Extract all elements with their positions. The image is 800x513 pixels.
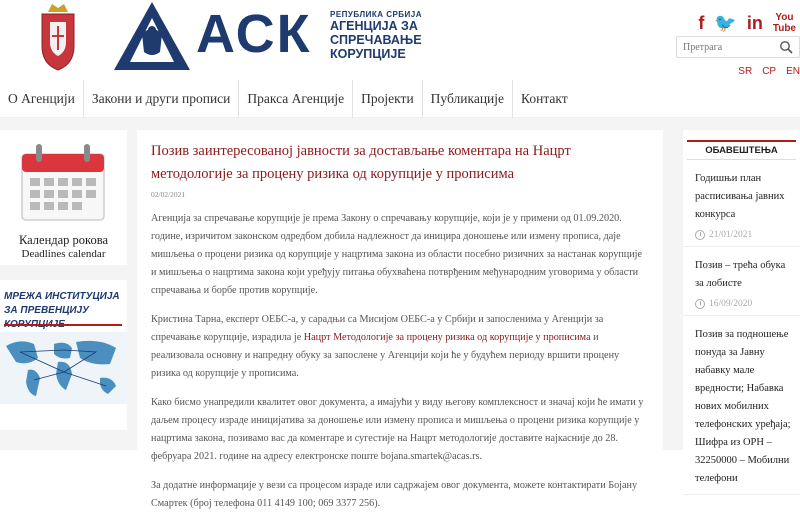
search-icon[interactable] [779,40,793,54]
nav-projects[interactable]: Пројекти [353,80,423,118]
youtube-icon[interactable]: You Tube [772,12,796,34]
logo-line-2: АГЕНЦИЈА ЗА [330,19,418,33]
article-paragraph-4: За додатне информације у вези са процесом израде или садржајем овог документа, можете контактирати Бојану Смартек (број телефона 011 4149 100; 069 3377 256). [151,480,638,509]
notice-item[interactable] [683,316,800,495]
notice-title[interactable]: Позив за подношење понуда за Јавну набавку мале вредности; Набавка нових мобилних телефонских уређаја; Шифра из ОРН – 32250000 – Мобилни телефони [695,329,791,484]
notice-title[interactable]: Позив – трећа обука за лобисте [695,260,786,289]
network-title: МРЕЖА ИНСТИТУЦИЈА ЗА ПРЕВЕНЦИЈУ [4,291,120,316]
clock-icon [695,230,705,240]
calendar-title: Календар рокова [18,233,109,247]
article-paragraph-2 [151,311,649,383]
logo-line-republic: РЕПУБЛИКА СРБИЈА [330,10,423,19]
calendar-icon [20,142,106,222]
nav-publications[interactable]: Публикације [423,80,513,118]
logo-line-4: КОРУПЦИЈЕ [330,47,406,61]
draft-methodology-link[interactable]: Нацрт Методологије за процену ризика од корупције у прописима [303,332,591,343]
logo-acronym: АСК [196,4,312,64]
network-divider [4,324,122,326]
institutions-network-widget[interactable] [0,280,127,430]
nav-laws-regulations[interactable]: Закони и други прописи [84,80,240,118]
lang-sr-link[interactable]: SR [738,66,753,77]
notice-date: 16/09/2020 [709,299,753,309]
nav-contact[interactable]: Контакт [521,90,568,106]
acas-eagle-logo-icon [112,0,192,72]
article-title[interactable]: Позив заинтересованој јавности за достављање коментара на Нацрт методологије за процену ризика од корупције у прописима [151,143,571,182]
linkedin-icon[interactable]: in [746,13,763,33]
clock-icon [695,299,705,309]
left-sidebar [0,130,127,430]
notice-item[interactable] [683,160,800,247]
site-header [0,0,800,80]
paragraph-2-text-after: и реализовала основну и напредну обуку за запослене у Агенцији који ће у будућем периоду вршити процену ризика од корупције у прописима. [151,332,620,379]
main-navigation [0,80,800,118]
notices-sidebar [683,130,800,484]
social-links [698,12,796,34]
serbia-coat-of-arms-icon [36,2,80,72]
notice-title[interactable]: Годишњи план расписивања јавних конкурса [695,173,785,220]
search-input[interactable] [677,38,773,58]
article-content [137,130,663,509]
logo-subtitle [330,10,422,61]
facebook-icon[interactable]: f [698,13,705,33]
notices-heading: ОБАВЕШТЕЊА [687,140,796,160]
logo-line-3: СПРЕЧАВАЊЕ [330,33,422,47]
article-date: 02/02/2021 [151,190,186,199]
world-network-image [0,332,127,404]
notice-date-row [695,230,794,240]
nav-agency-practice[interactable]: Пракса Агенције [239,80,353,118]
twitter-icon[interactable]: 🐦 [714,13,737,33]
nav-about-agency[interactable]: О Агенцији [0,80,84,118]
notice-date-row [695,299,794,309]
article-paragraph-1: Агенција за спречавање корупције је према Закону о спречавању корупције, који је у примени од 01.09.2020. године, изричитом законском одредбом добила надлежност да иницира доношење или измену прописа, даје мишљења о процени ризика од корупције у нацртима закона из области посебно ризичних за настанак корупције и мишљења о нацртима закона који уређују питања обухваћена потврђеним међународним уговорима у области спречавања и борбе против корупције. [151,213,643,296]
paragraph-2-text-before: Кристина Тарна, експерт ОЕБС-а, у сарадњи са Мисијом ОЕБС-а у Србији и запосленима у Агенцији за спречавање корупције, израдила је [151,314,604,343]
calendar-subtitle: Deadlines calendar [21,248,106,260]
language-switcher [738,66,800,77]
search-box [676,36,800,58]
article-paragraph-3: Како бисмо унапредили квалитет овог документа, а имајући у виду његову комплексност и значај који ће имати у даљем процесу израде иницијатива за доношење или измену прописа и мишљења о процени ризика корупције у нацртима закона, позивамо вас да коментаре и сугестије на Нацрт методологије доставите најкасније до 28. фебруара 2021. године на адресу електронске поште bojana.smartek@acas.rs. [151,397,644,462]
notice-date: 21/01/2021 [709,230,753,240]
lang-en-link[interactable]: EN [786,66,800,77]
deadlines-calendar-widget[interactable] [0,130,127,265]
lang-cp-link[interactable]: CP [762,66,777,77]
notice-item[interactable] [683,247,800,316]
